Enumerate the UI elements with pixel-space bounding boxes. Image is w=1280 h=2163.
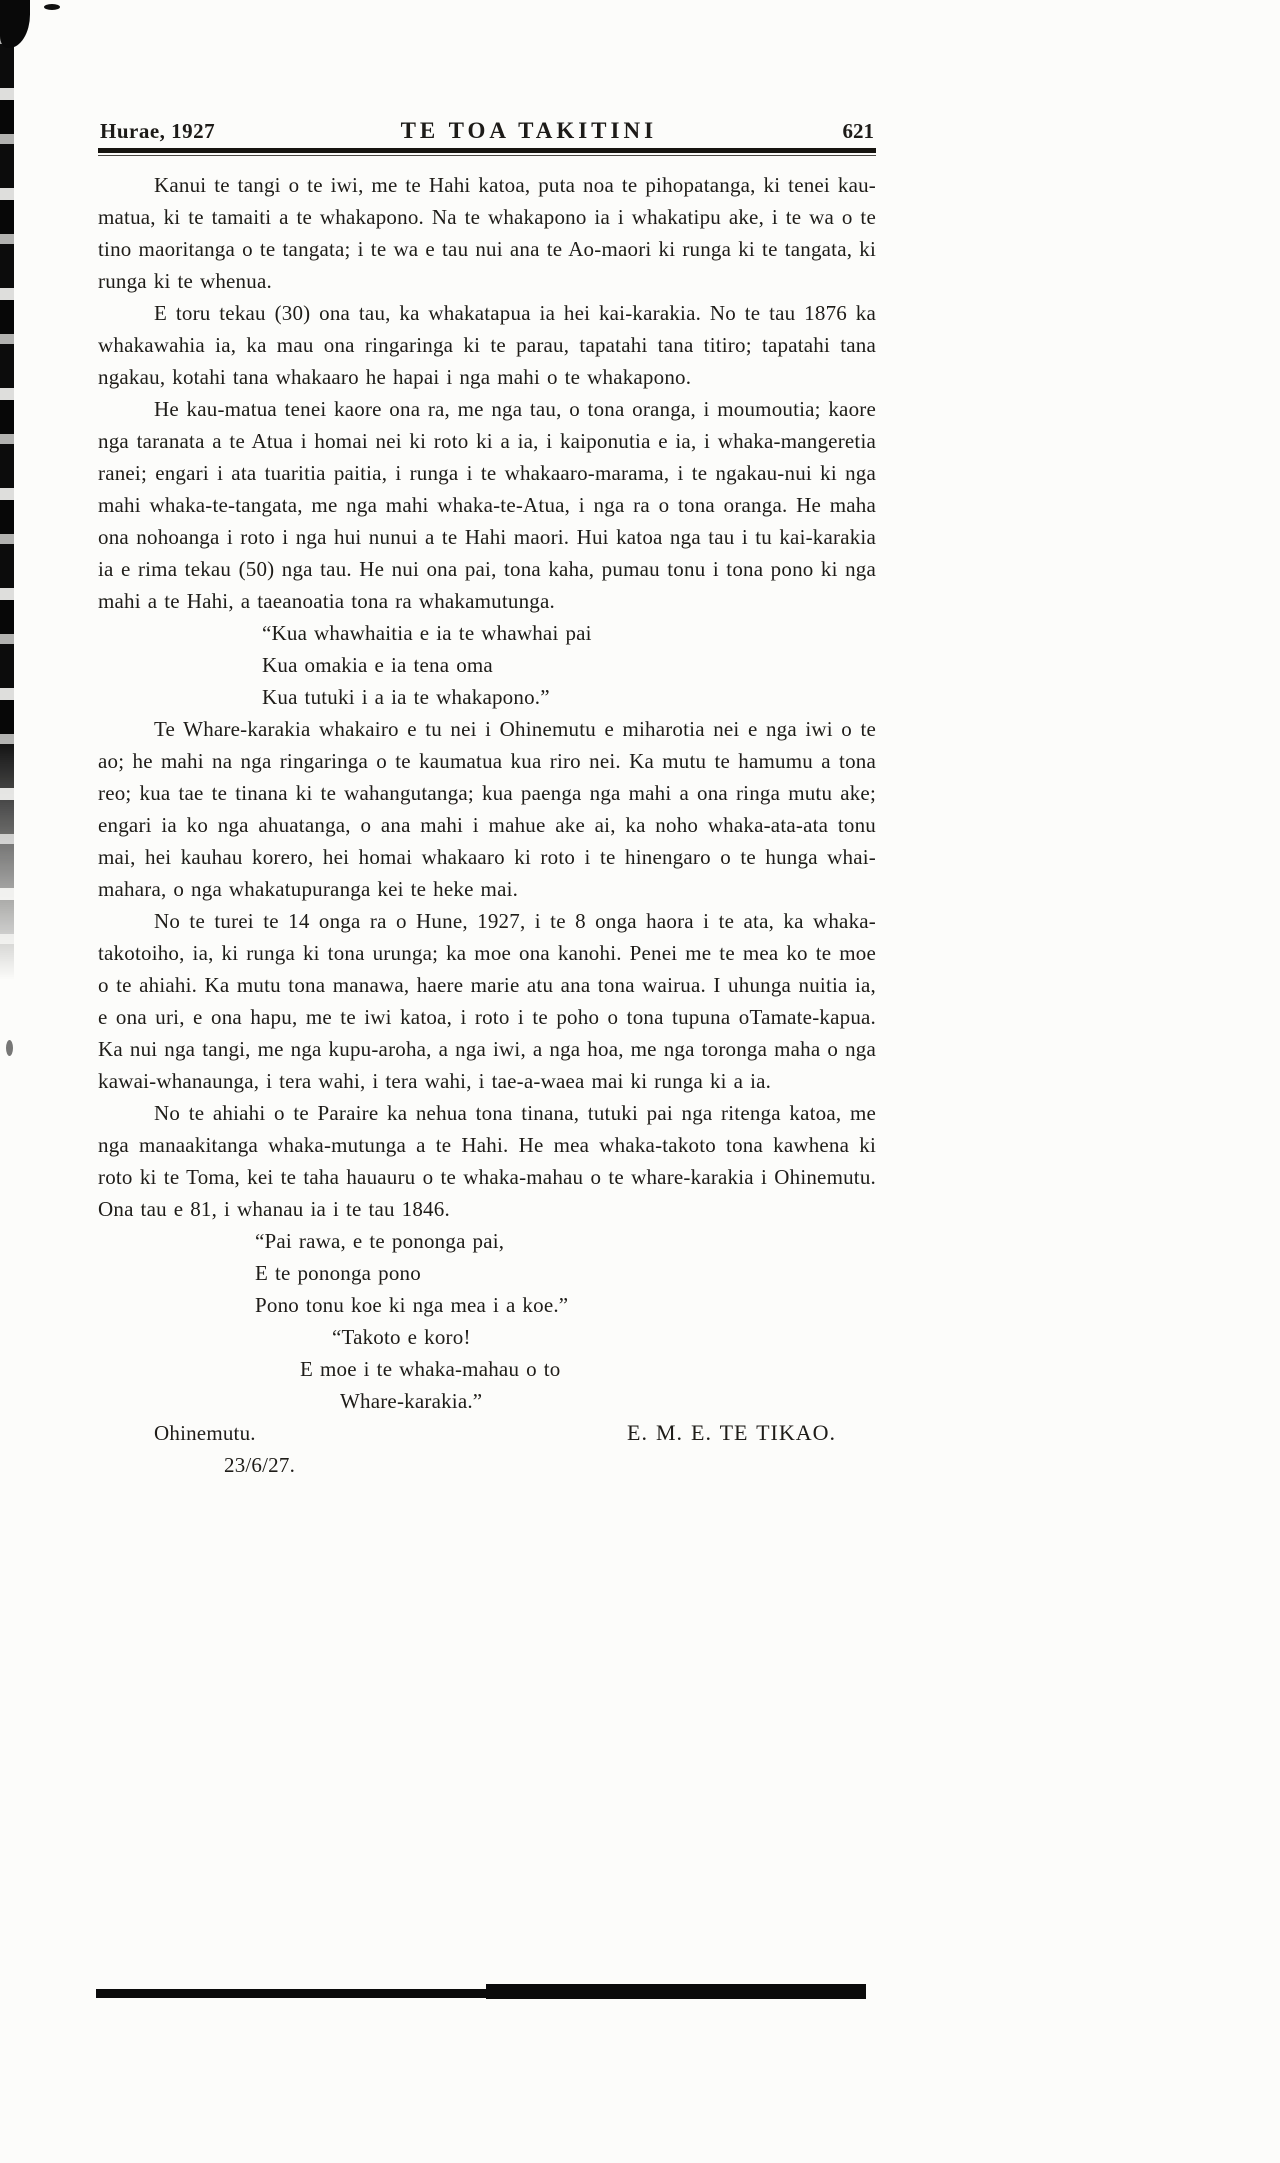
- signature-date: 23/6/27.: [224, 1453, 296, 1477]
- verse-block: [255, 1225, 876, 1321]
- paragraph: Te Whare-karakia whakairo e tu nei i Ohinemutu e miharotia nei e nga iwi o te ao; he mahi na nga ringaringa o te kaumatua kua riro nei. Ka mutu te hamumu a tona reo; kua tae te tinana ki te wahangutanga; kua paenga nga mahi a ona ringa mutu ake; engari ia ko nga ahuatanga, o ana mahi i mahue ake ai, ka noho whaka-ata-ata tonu mai, hei kauhau korero, hei homai whakaaro ki roto i te hinengaro o te hunga whai-mahara, o nga whakatupuranga kei te heke mai.: [98, 717, 876, 901]
- verse-line: E te pononga pono: [255, 1261, 421, 1285]
- page-number: 621: [842, 119, 874, 143]
- paragraph: No te turei te 14 onga ra o Hune, 1927, i te 8 onga haora i te ata, ka whaka-takotoiho, ia, ki runga ki tona urunga; ka moe ona kanohi. Penei me te mea ko te moe o te ahiahi. Ka mutu tona manawa, haere marie atu ana tona wairua. I uhunga nuitia ia, e ona uri, e ona hapu, me te iwi katoa, i roto i te poho o tona tupuna oTamate-kapua. Ka nui nga tangi, me nga kupu-aroha, a nga iwi, a nga hoa, me nga toronga maha o nga kawai-whanaunga, i tera wahi, i tera wahi, i tae-a-waea mai ki runga ki a ia.: [98, 909, 876, 1093]
- paragraph: E toru tekau (30) ona tau, ka whakatapua ia hei kai-karakia. No te tau 1876 ka whakawahia ia, ka mau ona ringaringa ki te parau, tapatahi tana titiro; tapatahi tana ngakau, kotahi tana whakaaro he hapai i nga mahi o te whakapono.: [98, 301, 876, 389]
- verse-line: Kua omakia e ia tena oma: [262, 653, 493, 677]
- scan-edge-artifact: [0, 0, 14, 980]
- verse-line: “Pai rawa, e te pononga pai,: [255, 1229, 505, 1253]
- scan-corner-artifact: [0, 0, 30, 48]
- paragraph: Kanui te tangi o te iwi, me te Hahi katoa, puta noa te pihopatanga, ki tenei kau-matua, ki te tamaiti a te whakapono. Na te whakapono ia i whakatipu ake, i te wa o te tino maoritanga o te tangata; i te wa e tau nui ana te Ao-maori ki runga ki te tangata, ki runga ki te whenua.: [98, 173, 876, 293]
- masthead: [98, 118, 876, 144]
- verse-line: Kua tutuki i a ia te whakapono.”: [262, 685, 550, 709]
- article-body: [98, 169, 876, 1481]
- masthead-rule-thin: [98, 155, 876, 156]
- signature-place: Ohinemutu.: [154, 1421, 256, 1445]
- page-title: TE TOA TAKITINI: [400, 118, 658, 143]
- verse-block: [262, 617, 876, 713]
- scan-speck: [44, 4, 60, 10]
- page-content: [98, 118, 876, 1481]
- verse-line: “Takoto e koro!: [332, 1325, 471, 1349]
- issue-date: Hurae, 1927: [100, 119, 216, 143]
- verse-line: “Kua whawhaitia e ia te whawhai pai: [262, 621, 592, 645]
- verse-line: Whare-karakia.”: [340, 1389, 483, 1413]
- scan-speck: [6, 1040, 13, 1056]
- masthead-rule-heavy: [98, 148, 876, 153]
- signature-name: E. M. E. TE TIKAO.: [627, 1420, 836, 1445]
- paragraph: He kau-matua tenei kaore ona ra, me nga tau, o tona oranga, i moumoutia; kaore nga taranata a te Atua i homai nei ki roto ki a ia, i kaiponutia e ia, i whaka-mangeretia ranei; engari i ata tuaritia paitia, i runga i te whakaaro-marama, i te ngakau-nui ki nga mahi whaka-te-tangata, me nga mahi whaka-te-Atua, i nga ra o tona oranga. He maha ona nohoanga i roto i nga hui nunui a te Hahi maori. Hui katoa nga tau i tu kai-karakia ia e rima tekau (50) nga tau. He nui ona pai, tona kaha, pumau tonu i tona pono ki nga mahi a te Hahi, a taeanoatia tona ra whakamutunga.: [98, 397, 876, 613]
- verse-line: Pono tonu koe ki nga mea i a koe.”: [255, 1293, 569, 1317]
- bottom-rule-right: [486, 1984, 866, 1999]
- verse-block: [300, 1321, 876, 1417]
- bottom-rule-left: [96, 1989, 486, 1998]
- verse-line: E moe i te whaka-mahau o to: [300, 1357, 561, 1381]
- paragraph: No te ahiahi o te Paraire ka nehua tona tinana, tutuki pai nga ritenga katoa, me nga manaakitanga whaka-mutunga a te Hahi. He mea whaka-takoto tona kawhena ki roto ki te Toma, kei te taha hauauru o te whaka-mahau o te whare-karakia i Ohinemutu. Ona tau e 81, i whanau ia i te tau 1846.: [98, 1101, 876, 1221]
- signature-row: [98, 1417, 876, 1449]
